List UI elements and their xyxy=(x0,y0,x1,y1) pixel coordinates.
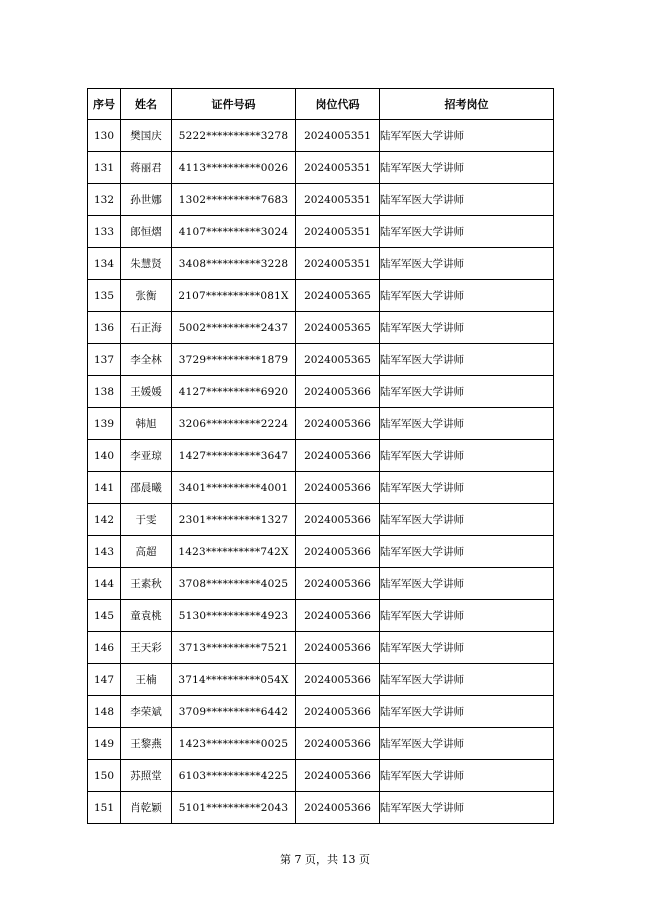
table-body xyxy=(88,120,554,824)
header-id: 证件号码 xyxy=(172,89,296,120)
cell-code: 2024005366 xyxy=(296,632,380,664)
cell-seq: 139 xyxy=(88,408,121,440)
table-row xyxy=(88,184,554,216)
cell-code: 2024005366 xyxy=(296,728,380,760)
table-row xyxy=(88,280,554,312)
cell-code: 2024005366 xyxy=(296,408,380,440)
cell-code: 2024005365 xyxy=(296,312,380,344)
header-seq: 序号 xyxy=(88,89,121,120)
cell-name: 肖乾颖 xyxy=(121,792,172,824)
cell-name: 李全林 xyxy=(121,344,172,376)
cell-seq: 131 xyxy=(88,152,121,184)
cell-post: 陆军军医大学讲师 xyxy=(380,408,554,440)
cell-seq: 132 xyxy=(88,184,121,216)
cell-post: 陆军军医大学讲师 xyxy=(380,440,554,472)
table-row xyxy=(88,664,554,696)
cell-id: 5002**********2437 xyxy=(172,312,296,344)
table-header xyxy=(88,89,554,120)
header-post: 招考岗位 xyxy=(380,89,554,120)
cell-id: 5222**********3278 xyxy=(172,120,296,152)
table-row xyxy=(88,152,554,184)
cell-seq: 134 xyxy=(88,248,121,280)
cell-seq: 137 xyxy=(88,344,121,376)
cell-code: 2024005366 xyxy=(296,440,380,472)
cell-post: 陆军军医大学讲师 xyxy=(380,216,554,248)
cell-name: 于雯 xyxy=(121,504,172,536)
cell-post: 陆军军医大学讲师 xyxy=(380,376,554,408)
cell-seq: 140 xyxy=(88,440,121,472)
cell-seq: 130 xyxy=(88,120,121,152)
cell-seq: 143 xyxy=(88,536,121,568)
cell-seq: 133 xyxy=(88,216,121,248)
cell-seq: 141 xyxy=(88,472,121,504)
cell-post: 陆军军医大学讲师 xyxy=(380,312,554,344)
page-number: 第 7 页，共 13 页 xyxy=(280,853,370,866)
cell-post: 陆军军医大学讲师 xyxy=(380,504,554,536)
cell-code: 2024005365 xyxy=(296,344,380,376)
cell-code: 2024005366 xyxy=(296,664,380,696)
cell-code: 2024005351 xyxy=(296,184,380,216)
table-row xyxy=(88,376,554,408)
cell-post: 陆军军医大学讲师 xyxy=(380,664,554,696)
cell-seq: 138 xyxy=(88,376,121,408)
cell-post: 陆军军医大学讲师 xyxy=(380,152,554,184)
cell-code: 2024005366 xyxy=(296,696,380,728)
table-row xyxy=(88,792,554,824)
cell-name: 李荣斌 xyxy=(121,696,172,728)
cell-id: 3408**********3228 xyxy=(172,248,296,280)
cell-name: 王媛媛 xyxy=(121,376,172,408)
cell-post: 陆军军医大学讲师 xyxy=(380,600,554,632)
table-row xyxy=(88,504,554,536)
cell-post: 陆军军医大学讲师 xyxy=(380,344,554,376)
cell-code: 2024005366 xyxy=(296,472,380,504)
cell-seq: 135 xyxy=(88,280,121,312)
table-row xyxy=(88,472,554,504)
header-name: 姓名 xyxy=(121,89,172,120)
cell-code: 2024005351 xyxy=(296,216,380,248)
cell-name: 张衡 xyxy=(121,280,172,312)
cell-seq: 144 xyxy=(88,568,121,600)
cell-name: 石正海 xyxy=(121,312,172,344)
cell-post: 陆军军医大学讲师 xyxy=(380,632,554,664)
cell-id: 3401**********4001 xyxy=(172,472,296,504)
table-row xyxy=(88,408,554,440)
cell-name: 邵晨曦 xyxy=(121,472,172,504)
cell-seq: 146 xyxy=(88,632,121,664)
cell-id: 4127**********6920 xyxy=(172,376,296,408)
cell-code: 2024005366 xyxy=(296,760,380,792)
cell-post: 陆军军医大学讲师 xyxy=(380,760,554,792)
cell-id: 6103**********4225 xyxy=(172,760,296,792)
table-row xyxy=(88,568,554,600)
cell-name: 王素秋 xyxy=(121,568,172,600)
table-row xyxy=(88,728,554,760)
cell-id: 2301**********1327 xyxy=(172,504,296,536)
cell-code: 2024005365 xyxy=(296,280,380,312)
cell-seq: 142 xyxy=(88,504,121,536)
cell-id: 3729**********1879 xyxy=(172,344,296,376)
cell-code: 2024005351 xyxy=(296,152,380,184)
cell-id: 2107**********081X xyxy=(172,280,296,312)
cell-name: 樊国庆 xyxy=(121,120,172,152)
cell-post: 陆军军医大学讲师 xyxy=(380,536,554,568)
cell-seq: 147 xyxy=(88,664,121,696)
cell-seq: 149 xyxy=(88,728,121,760)
cell-id: 3708**********4025 xyxy=(172,568,296,600)
cell-name: 王楠 xyxy=(121,664,172,696)
cell-name: 孙世娜 xyxy=(121,184,172,216)
cell-name: 韩旭 xyxy=(121,408,172,440)
header-row xyxy=(88,89,554,120)
cell-post: 陆军军医大学讲师 xyxy=(380,696,554,728)
cell-code: 2024005366 xyxy=(296,376,380,408)
cell-id: 5130**********4923 xyxy=(172,600,296,632)
cell-id: 5101**********2043 xyxy=(172,792,296,824)
cell-name: 李亚琼 xyxy=(121,440,172,472)
cell-post: 陆军军医大学讲师 xyxy=(380,280,554,312)
cell-name: 童袁桃 xyxy=(121,600,172,632)
cell-post: 陆军军医大学讲师 xyxy=(380,120,554,152)
cell-id: 3714**********054X xyxy=(172,664,296,696)
header-code: 岗位代码 xyxy=(296,89,380,120)
table-row xyxy=(88,760,554,792)
table-row xyxy=(88,696,554,728)
table-row xyxy=(88,600,554,632)
cell-name: 郎恒熠 xyxy=(121,216,172,248)
cell-code: 2024005366 xyxy=(296,792,380,824)
cell-id: 4113**********0026 xyxy=(172,152,296,184)
cell-id: 3206**********2224 xyxy=(172,408,296,440)
table-row xyxy=(88,536,554,568)
table-row xyxy=(88,312,554,344)
cell-seq: 148 xyxy=(88,696,121,728)
cell-id: 1423**********0025 xyxy=(172,728,296,760)
cell-id: 1423**********742X xyxy=(172,536,296,568)
table-row xyxy=(88,632,554,664)
cell-name: 高超 xyxy=(121,536,172,568)
cell-post: 陆军军医大学讲师 xyxy=(380,728,554,760)
cell-name: 蒋丽君 xyxy=(121,152,172,184)
table-row xyxy=(88,216,554,248)
table-row xyxy=(88,248,554,280)
cell-seq: 150 xyxy=(88,760,121,792)
cell-name: 王黎燕 xyxy=(121,728,172,760)
cell-code: 2024005366 xyxy=(296,504,380,536)
cell-seq: 136 xyxy=(88,312,121,344)
cell-code: 2024005366 xyxy=(296,568,380,600)
cell-seq: 151 xyxy=(88,792,121,824)
cell-post: 陆军军医大学讲师 xyxy=(380,472,554,504)
cell-post: 陆军军医大学讲师 xyxy=(380,568,554,600)
cell-code: 2024005351 xyxy=(296,248,380,280)
cell-name: 苏照堂 xyxy=(121,760,172,792)
table-row xyxy=(88,120,554,152)
cell-id: 1302**********7683 xyxy=(172,184,296,216)
table-row xyxy=(88,344,554,376)
cell-id: 4107**********3024 xyxy=(172,216,296,248)
cell-post: 陆军军医大学讲师 xyxy=(380,792,554,824)
candidate-table xyxy=(87,88,554,824)
cell-code: 2024005366 xyxy=(296,536,380,568)
table-row xyxy=(88,440,554,472)
cell-seq: 145 xyxy=(88,600,121,632)
cell-id: 3709**********6442 xyxy=(172,696,296,728)
cell-post: 陆军军医大学讲师 xyxy=(380,184,554,216)
cell-code: 2024005366 xyxy=(296,600,380,632)
cell-id: 3713**********7521 xyxy=(172,632,296,664)
cell-name: 王天彩 xyxy=(121,632,172,664)
cell-name: 朱慧贤 xyxy=(121,248,172,280)
cell-id: 1427**********3647 xyxy=(172,440,296,472)
cell-code: 2024005351 xyxy=(296,120,380,152)
cell-post: 陆军军医大学讲师 xyxy=(380,248,554,280)
